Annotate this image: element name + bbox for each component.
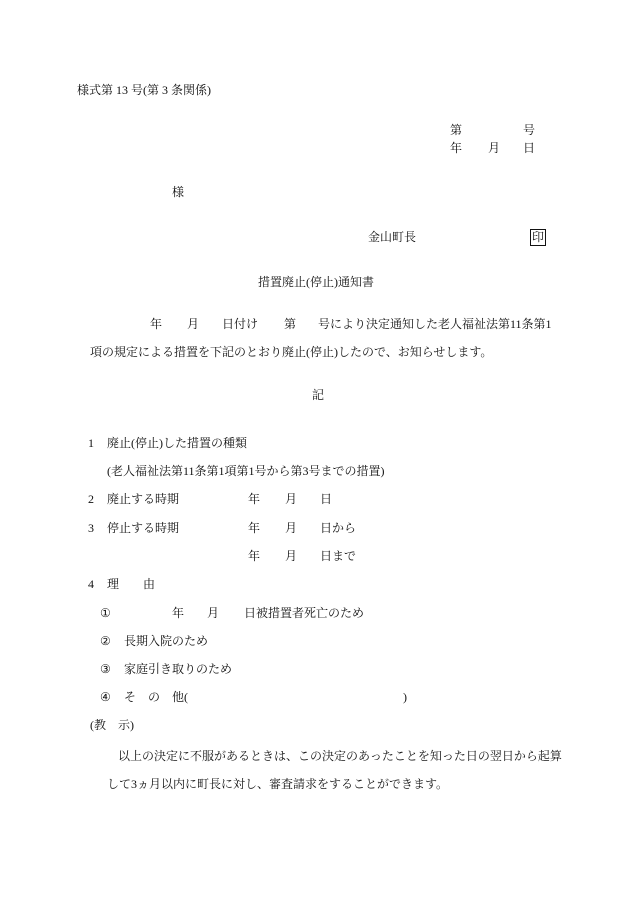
instruction-line2: して3ヵ月以内に町長に対し、審査請求をすることができます。	[107, 777, 449, 791]
date-to-year: 年	[248, 549, 261, 563]
reason-month: 月	[207, 606, 220, 620]
item-number: 4	[88, 577, 94, 591]
doc-number-prefix: 第	[450, 123, 463, 137]
recipient-honorific: 様	[172, 185, 185, 199]
body-day: 日付け	[222, 317, 259, 331]
instruction-heading: (教 示)	[90, 718, 134, 732]
ki-heading: 記	[312, 388, 325, 402]
reason-text: 日被措置者死亡のため	[244, 606, 365, 620]
doc-date-month: 月	[488, 141, 501, 155]
date-day: 日	[320, 492, 333, 506]
item-number: 1	[88, 436, 94, 450]
doc-date-year: 年	[450, 141, 463, 155]
item-label: 理 由	[107, 577, 156, 591]
body-year: 年	[150, 317, 163, 331]
item-label: 廃止する時期	[107, 492, 180, 506]
date-year: 年	[248, 492, 261, 506]
date-month: 月	[285, 492, 298, 506]
form-label: 様式第 13 号(第 3 条関係)	[77, 83, 211, 97]
body-number-prefix: 第	[284, 317, 297, 331]
reason-mark: ②	[100, 634, 111, 648]
reason-close-paren: )	[403, 690, 407, 704]
item-label: 停止する時期	[107, 521, 180, 535]
doc-date-day: 日	[523, 141, 536, 155]
reason-text: 家庭引き取りのため	[124, 662, 233, 676]
body-line2-text: 項の規定による措置を下記のとおり廃止(停止)したので、お知らせします。	[90, 345, 493, 359]
body-line1-text: 号により決定通知した老人福祉法第11条第1	[318, 317, 552, 331]
issuer-name: 金山町長	[368, 230, 417, 244]
date-from-day: 日から	[320, 521, 357, 535]
date-from-month: 月	[285, 521, 298, 535]
reason-text: そ の 他(	[124, 690, 188, 704]
instruction-line1: 以上の決定に不服があるときは、この決定のあったことを知った日の翌日から起算	[118, 749, 562, 763]
reason-mark: ①	[100, 606, 111, 620]
reason-text: 長期入院のため	[124, 634, 209, 648]
doc-number-suffix: 号	[523, 123, 536, 137]
item-note: (老人福祉法第11条第1項第1号から第3号までの措置)	[107, 464, 385, 478]
date-to-month: 月	[285, 549, 298, 563]
seal-stamp: 印	[531, 230, 544, 244]
reason-mark: ④	[100, 690, 111, 704]
date-from-year: 年	[248, 521, 261, 535]
item-number: 3	[88, 521, 94, 535]
item-label: 廃止(停止)した措置の種類	[107, 436, 247, 450]
date-to-day: 日まで	[320, 549, 357, 563]
reason-mark: ③	[100, 662, 111, 676]
reason-year: 年	[172, 606, 185, 620]
body-month: 月	[187, 317, 200, 331]
document-title: 措置廃止(停止)通知書	[258, 275, 374, 289]
item-number: 2	[88, 492, 94, 506]
